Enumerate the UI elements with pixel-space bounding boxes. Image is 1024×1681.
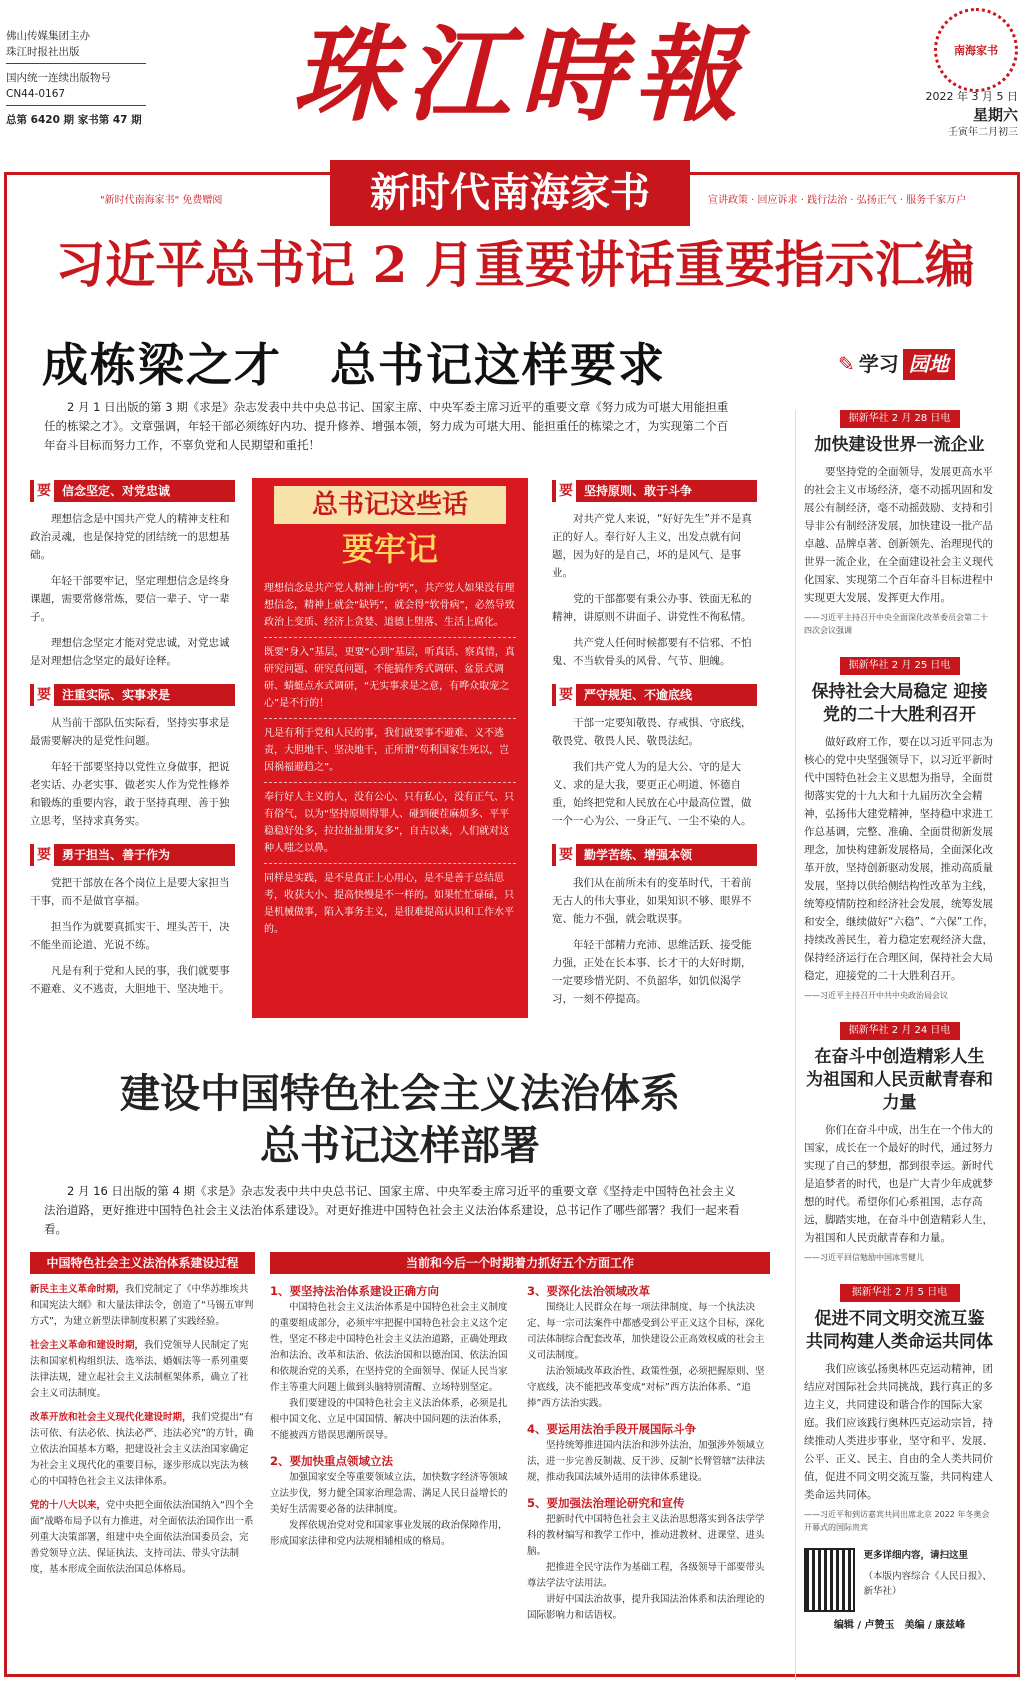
quote-box-title: 总书记这些话 [274, 486, 506, 524]
history-text: 我们党提出“有法可依、有法必依、执法必严、违法必究”的方针，确立依法治国基本方略，把建设社会主义法治国家确定为社会主义现代化的重要目标，逐步形成以宪法为核心的中国特色社会主义法律体系。 [30, 1412, 254, 1487]
label-text: 勇于担当、善于作为 [62, 848, 171, 862]
quote: 理想信念是共产党人精神上的“钙”，共产党人如果没有理想信念，精神上就会“缺钙”，就会得“软骨病”，必然导致政治上变质、经济上贪婪、道德上堕落、生活上腐化。 [264, 574, 516, 638]
label-key: 要 [556, 684, 576, 706]
history-item [30, 1282, 255, 1330]
news-tag: 据新华社 2 月 25 日电 [840, 657, 960, 675]
label-belief [30, 480, 235, 502]
label-practical [30, 684, 235, 706]
paragraph: 干部一定要知敬畏、存戒惧、守底线，敬畏党、敬畏人民、敬畏法纪。 [552, 717, 752, 747]
label-text: 注重实际、实事求是 [62, 688, 171, 702]
label-key: 要 [556, 480, 576, 502]
task-heading: 5、要加强法治理论研究和宣传 [527, 1496, 685, 1510]
qr-code[interactable] [804, 1548, 855, 1612]
news-body: 我们应该弘扬奥林匹克运动精神，团结应对国际社会共同挑战，践行真正的多边主义，共同建设和谐合作的国际大家庭。我们应该践行奥林匹克运动宗旨，持续推动人类进步事业，坚守和平、发展、公平、正义、民主、自由的全人类共同价值，促进不同文明交流互鉴，共同构建人类命运共同体。 [804, 1363, 993, 1501]
task-heading: 1、要坚持法治体系建设正确方向 [270, 1284, 439, 1298]
quote: 同样是实践，是不是真正上心用心，是不是善于总结思考，收获大小、提高快慢是不一样的。如果忙忙碌碌，只是机械做事，陷入事务主义，是很难提高认识和工作水平的。 [264, 873, 514, 935]
label-text: 信念坚定、对党忠诚 [62, 484, 171, 498]
task-text: 加强国家安全等重要领域立法，加快数字经济等领域立法步伐，努力健全国家治理急需、满足人民日益增长的美好生活需要必备的法律制度。 [270, 1472, 508, 1515]
history-period: 新民主主义革命时期， [30, 1284, 126, 1295]
study-corner-logo [838, 345, 968, 383]
history-text: 党中央把全面依法治国纳入“四个全面”战略布局予以有力推进，对全面依法治国作出一系列重大决策部署，组建中央全面依法治国委员会，完善党领导立法、保证执法、支持司法、带头守法制度，基本形成全面依法治国总体格局。 [30, 1500, 254, 1575]
label-principle [552, 480, 757, 502]
publisher-line: 佛山传媒集团主办 [6, 30, 90, 42]
seal-label: 南海家书 [954, 43, 998, 57]
free-copy-note: "新时代南海家书" 免费赠阅 [100, 195, 223, 206]
publisher-line: 珠江时报社出版 [6, 46, 80, 58]
history-item [30, 1498, 255, 1578]
news-source: ——习近平回信勉励中国冰雪健儿 [804, 1253, 924, 1262]
section1-intro: 2 月 1 日出版的第 3 期《求是》杂志发表中共中央总书记、国家主席、中央军委主席习近平的重要文章《努力成为可堪大用能担重任的栋梁之才》。文章强调，年轻干部必须练好内功、提升修养、增强本领，努力成为可堪大用、能担重任的栋梁之才，为实现第二个百年奋斗目标而努力工作，不辜负党和人民期望和重托！ [44, 400, 729, 452]
task-text: 把新时代中国特色社会主义法治思想落实到各法学学科的教材编写和教学工作中，推动进教材、进课堂、进头脑。 [527, 1514, 765, 1557]
quote-box-subtitle: 要牢记 [341, 530, 438, 568]
section2-subtitle: 总书记这样部署 [260, 1122, 540, 1169]
masthead-logo: 珠江時報 [291, 13, 748, 136]
news-tag: 据新华社 2 月 5 日电 [840, 1284, 960, 1302]
news-tag: 据新华社 2 月 28 日电 [840, 410, 960, 428]
right-column [552, 480, 757, 1008]
history-text: 我们党领导人民制定了宪法和国家机构组织法、选举法、婚姻法等一系列重要法律法规，建立起社会主义法制框架体系，确立了社会主义司法制度。 [30, 1340, 249, 1399]
paragraph: 党的干部都要有秉公办事、铁面无私的精神，讲原则不讲面子、讲党性不徇私情。 [552, 593, 752, 623]
left-column [30, 480, 235, 998]
paragraph: 党把干部放在各个岗位上是要大家担当干事，而不是做官享福。 [30, 877, 230, 907]
weekday: 星期六 [972, 106, 1018, 124]
news-title: 保持社会大局稳定 迎接党的二十大胜利召开 [811, 682, 988, 725]
task-text: 把推进全民守法作为基础工程，各级领导干部要带头尊法学法守法用法。 [527, 1562, 765, 1589]
news-title: 加快建设世界一流企业 [814, 435, 985, 455]
quote: 凡是有利于党和人民的事，我们就要事不避难、义不逃责，大胆地干、坚决地干，正所谓“苟利国家生死以，岂因祸福避趋之”。 [264, 719, 516, 783]
news-tag: 据新华社 2 月 24 日电 [840, 1022, 960, 1040]
news-source: ——习近平主持召开中共中央政治局会议 [804, 991, 948, 1000]
publisher-info [6, 28, 146, 128]
section2-title: 建设中国特色社会主义法治体系 [120, 1070, 680, 1117]
edition-slogan: 宣讲政策 · 回应诉求 · 践行法治 · 弘扬正气 · 服务千家万户 [708, 195, 967, 206]
tasks-header: 当前和今后一个时期着力抓好五个方面工作 [270, 1252, 770, 1274]
study-label-red: 园地 [903, 349, 955, 380]
history-text: 我们党制定了《中华苏维埃共和国宪法大纲》和大量法律法令，创造了“马锡五审判方式”，为建立新型法律制度积累了实践经验。 [30, 1284, 254, 1327]
label-key: 要 [556, 844, 576, 866]
news-source: ——习近平和到访嘉宾共同出席北京 2022 年冬奥会开幕式的国际贵宾 [804, 1510, 990, 1532]
news-item [804, 657, 995, 1002]
edition-title: 新时代南海家书 [330, 160, 690, 226]
publisher-line: CN44-0167 [6, 88, 66, 100]
paragraph: 凡是有利于党和人民的事，我们就要事不避难、义不逃责，大胆地干、坚决地干。 [30, 965, 230, 995]
paragraph: 共产党人任何时候都要有不信邪、不怕鬼、不当软骨头的风骨、气节、胆魄。 [552, 637, 752, 667]
history-period: 党的十八大以来， [30, 1500, 107, 1511]
news-body: 你们在奋斗中成，出生在一个伟大的国家，成长在一个最好的时代，通过努力实现了自己的梦想，都到很幸运。新时代是追梦者的时代，也是广大青少年成就梦想的时代。希望你们心系祖国，志存高远，脚踏实地，在奋斗中创造精彩人生，为祖国和人民贡献青春和力量。 [804, 1124, 993, 1244]
label-key: 要 [34, 684, 54, 706]
publisher-line: 国内统一连续出版物号 [6, 72, 111, 84]
news-title: 在奋斗中创造精彩人生 为祖国和人民贡献青春和力量 [806, 1047, 993, 1113]
news-sidebar [795, 410, 995, 1680]
quote: 奉行好人主义的人，没有公心、只有私心，没有正气、只有俗气，以为“坚持原则得罪人、碰到硬茬麻烦多、平平稳稳好处多，拉拉扯扯朋友多”，自古以来，人们就对这种人嗤之以鼻。 [264, 783, 516, 864]
label-text: 严守规矩、不逾底线 [584, 688, 693, 702]
news-item [804, 410, 995, 637]
paragraph: 我们共产党人为的是大公、守的是大义、求的是大我，要更正心明道、怀德自重，始终把党和人民放在心中最高位置，做一个一心为公、一身正气、一尘不染的人。 [552, 761, 752, 827]
study-label: 学习 [858, 351, 899, 376]
paragraph: 理想信念坚定才能对党忠诚，对党忠诚是对理想信念坚定的最好诠释。 [30, 637, 230, 667]
label-text: 勤学苦练、增强本领 [584, 848, 693, 862]
task-text: 中国特色社会主义法治体系是中国特色社会主义制度的重要组成部分，必须牢牢把握中国特色社会主义这个定性，坚定不移走中国特色社会主义法治道路，正确处理政治和法治、改革和法治、依法治国和以德治国、依法治国和依规治党的关系，在坚持党的全面领导、保证人民当家作主等重大问题上做到头脑特别清醒、立场特别坚定。 [270, 1302, 508, 1393]
paragraph: 对共产党人来说，“好好先生”并不是真正的好人。奉行好人主义，出发点就有问题，因为好的是自己，坏的是风气、是事业。 [552, 513, 752, 579]
history-item [30, 1338, 255, 1402]
paragraph: 年轻干部精力充沛、思维活跃、接受能力强，正处在长本事、长才干的大好时期，一定要珍惜光阴、不负韶华，如饥似渴学习，一刻不停提高。 [552, 939, 752, 1005]
news-body: 要坚持党的全面领导，发展更高水平的社会主义市场经济，毫不动摇巩固和发展公有制经济，毫不动摇鼓励、支持和引导非公有制经济发展，加快建设一批产品卓越、品牌卓著、创新领先、治理现代的世界一流企业，在全面建设社会主义现代化国家、实现第二个百年奋斗目标进程中实现更大发展、发挥更大作用。 [804, 466, 993, 604]
task-heading: 2、要加快重点领域立法 [270, 1454, 394, 1468]
task-heading: 3、要深化法治领域改革 [527, 1284, 651, 1298]
date: 2022 年 3 月 5 日 [925, 90, 1018, 103]
paragraph: 理想信念是中国共产党人的精神支柱和政治灵魂，也是保持党的团结统一的思想基础。 [30, 513, 230, 561]
quote: 既要“身入”基层，更要“心到”基层，听真话、察真情，真研究问题、研究真问题，不能搞作秀式调研、盆景式调研、蜻蜓点水式调研，“无实事求是之意，有哗众取宠之心”是不行的！ [264, 638, 516, 719]
paragraph: 年轻干部要牢记，坚定理想信念是终身课题，需要常修常炼，要信一辈子、守一辈子。 [30, 575, 230, 623]
pen-icon: ✎ [838, 351, 855, 376]
tasks-col-left [270, 1274, 513, 1624]
task-text: 法治领域改革政治性、政策性强，必须把握原则、坚守底线，决不能把改革变成“对标”西方法治体系、“追捧”西方法治实践。 [527, 1366, 765, 1409]
qr-caption: 更多详细内容，请扫这里 [863, 1550, 968, 1561]
task-text: 围绕让人民群众在每一项法律制度、每一个执法决定、每一宗司法案件中都感受到公平正义这个目标，深化司法体制综合配套改革，加快建设公正高效权威的社会主义司法制度。 [527, 1302, 765, 1361]
label-rules [552, 684, 757, 706]
paragraph: 我们从在前所未有的变革时代，干着前无古人的伟大事业，如果知识不够、眼界不宽、能力不强，就会耽误事。 [552, 877, 752, 925]
news-source: ——习近平主持召开中央全面深化改革委员会第二十四次会议强调 [804, 613, 988, 635]
page-headline: 习近平总书记 2 月重要讲话重要指示汇编 [55, 235, 975, 294]
news-item [804, 1284, 995, 1534]
lunar-date: 壬寅年二月初三 [948, 127, 1018, 138]
qr-block [804, 1548, 995, 1612]
tasks-block [270, 1252, 770, 1624]
issue-number: 总第 6420 期 家书第 47 期 [6, 114, 142, 126]
qr-seal[interactable] [934, 8, 1018, 92]
editors: 编辑 / 卢赞玉 美编 / 康兹峰 [833, 1620, 966, 1631]
section2-intro: 2 月 16 日出版的第 4 期《求是》杂志发表中共中央总书记、国家主席、中央军委主席习近平的重要文章《坚持走中国特色社会主义法治道路，更好推进中国特色社会主义法治体系建设》。对更好推进中国特色社会主义法治体系建设，总书记作了哪些部署？我们一起来看看。 [44, 1184, 740, 1236]
news-item [804, 1022, 995, 1264]
task-text: 坚持统筹推进国内法治和涉外法治，加强涉外领域立法，进一步完善反制裁、反干涉、反制“长臂管辖”法律法规，推动我国法域外适用的法律体系建设。 [527, 1440, 765, 1483]
label-text: 坚持原则、敢于斗争 [584, 484, 693, 498]
task-text: 发挥依规治党对党和国家事业发展的政治保障作用，形成国家法律和党内法规相辅相成的格局。 [270, 1520, 508, 1547]
source-note: （本版内容综合《人民日报》、新华社） [863, 1571, 992, 1597]
tasks-col-right [527, 1274, 770, 1624]
news-title: 促进不同文明交流互鉴 共同构建人类命运共同体 [806, 1309, 993, 1352]
task-text: 我们要建设的中国特色社会主义法治体系，必须是扎根中国文化、立足中国国情、解决中国问题的法治体系，不能被西方错误思潮所误导。 [270, 1398, 508, 1441]
paragraph: 年轻干部要坚持以党性立身做事，把说老实话、办老实事、做老实人作为党性修养和锻炼的重要内容，敢于坚持真理、善于独立思考，坚持求真务实。 [30, 761, 230, 827]
history-period: 改革开放和社会主义现代化建设时期， [30, 1412, 192, 1423]
label-key: 要 [34, 844, 54, 866]
quote-box [252, 478, 528, 1018]
task-heading: 4、要运用法治手段开展国际斗争 [527, 1422, 696, 1436]
date-block [900, 88, 1018, 142]
history-period: 社会主义革命和建设时期， [30, 1340, 145, 1351]
paragraph: 从当前干部队伍实际看，坚持实事求是最需要解决的是党性问题。 [30, 717, 230, 747]
history-header: 中国特色社会主义法治体系建设过程 [30, 1252, 255, 1274]
news-body: 做好政府工作，要在以习近平同志为核心的党中央坚强领导下，以习近平新时代中国特色社会主义思想为指导，全面贯彻落实党的十九大和十九届历次全会精神，弘扬伟大建党精神，坚持稳中求进工作总基调，完整、准确、全面贯彻新发展理念，加快构建新发展格局，全面深化改革开放，坚持创新驱动发展，推动高质量发展，坚持以供给侧结构性改革为主线，统筹疫情防控和经济社会发展，统筹发展和安全，继续做好“六稳”、“六保”工作，持续改善民生，着力稳定宏观经济大盘，保持经济运行在合理区间，保持社会大局稳定，迎接党的二十大胜利召开。 [804, 736, 994, 982]
label-responsibility [30, 844, 235, 866]
label-key: 要 [34, 480, 54, 502]
label-study [552, 844, 757, 866]
section1-title: 成栋梁之才 总书记这样要求 [42, 338, 666, 392]
paragraph: 担当作为就要真抓实干、埋头苦干，决不能坐而论道、光说不练。 [30, 921, 230, 951]
task-text: 讲好中国法治故事，提升我国法治体系和法治理论的国际影响力和话语权。 [527, 1594, 765, 1621]
history-item [30, 1410, 255, 1490]
history-column [30, 1252, 255, 1578]
